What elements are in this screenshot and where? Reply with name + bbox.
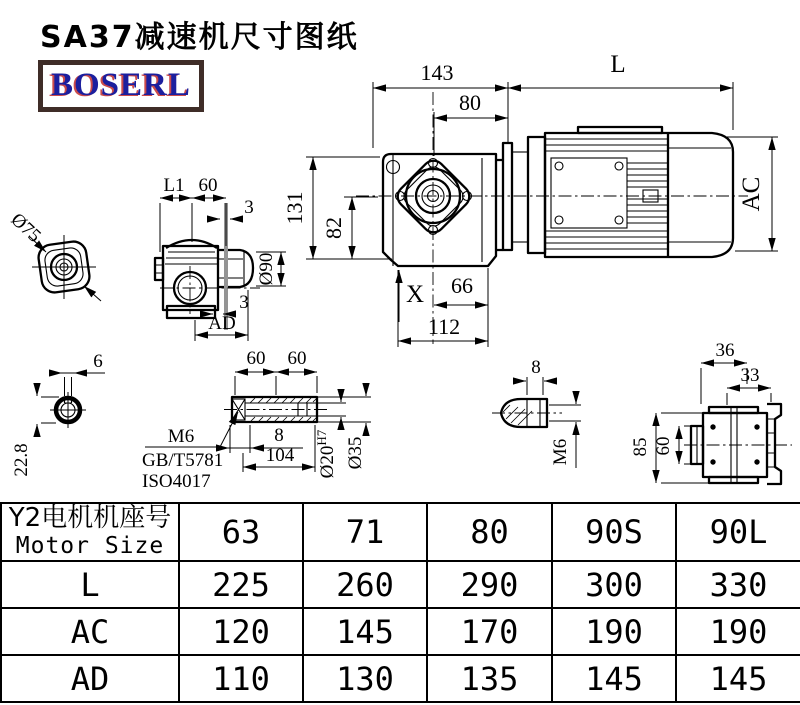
motor-size-label-cn: Y2电机机座号: [8, 503, 172, 534]
table-cell: 300: [552, 561, 676, 608]
table-row-AD: [1, 655, 800, 702]
side-view: [155, 175, 286, 341]
dim-label-ac: AC: [738, 176, 765, 212]
dim-label-66: 66: [451, 273, 473, 298]
motor-size-label-en: Motor Size: [15, 532, 165, 559]
table-cell: 260: [303, 561, 427, 608]
dim-label-3-bottom: 3: [239, 292, 249, 313]
dim-label-60a: 60: [246, 348, 266, 369]
main-view: [282, 51, 778, 347]
shaft-plug-view: [492, 357, 581, 468]
dim-label-l1: L1: [163, 175, 185, 196]
table-cell: 120: [179, 608, 303, 655]
table-cell: 135: [427, 655, 552, 702]
table-cell: 190: [552, 608, 676, 655]
table-cell: 330: [676, 561, 800, 608]
dim-label-diameter35: Ø35: [345, 436, 366, 470]
table-cell: 145: [676, 655, 800, 702]
row-label-L: L: [1, 561, 179, 608]
table-cell: 130: [303, 655, 427, 702]
dim-label-112: 112: [427, 314, 461, 339]
dim-label-plug-8: 8: [531, 357, 541, 378]
row-label-AD: AD: [1, 655, 179, 702]
dim-label-x: X: [405, 281, 425, 308]
flange-view: [7, 209, 101, 301]
dim-label-L: L: [610, 51, 626, 78]
dim-label-33: 33: [740, 365, 760, 386]
note-iso4017: ISO4017: [142, 471, 211, 492]
dim-label-104: 104: [265, 445, 295, 466]
table-cell-size-63: 63: [179, 503, 303, 561]
dim-label-diameter90: Ø90: [256, 252, 277, 286]
table-cell-size-71: 71: [303, 503, 427, 561]
row-label-AC: AC: [1, 608, 179, 655]
table-cell-size-80: 80: [427, 503, 552, 561]
table-cell: 170: [427, 608, 552, 655]
table-cell: 290: [427, 561, 552, 608]
dimension-table: [0, 502, 800, 703]
table-cell: 145: [552, 655, 676, 702]
table-header-row: [1, 503, 800, 561]
table-row-AC: [1, 608, 800, 655]
dim-label-85: 85: [630, 437, 651, 457]
dim-label-82: 82: [321, 217, 346, 239]
dim-label-diameter75: Ø75: [6, 209, 45, 247]
hollow-shaft-view: [142, 348, 371, 492]
note-m6: M6: [167, 426, 195, 447]
logo-text: BOSERL: [51, 67, 191, 103]
dim-label-8: 8: [274, 425, 284, 446]
dim-label-6: 6: [93, 351, 103, 372]
dim-label-m6: M6: [550, 438, 571, 466]
motor-size-header-cell: [1, 503, 179, 561]
dim-label-60: 60: [198, 175, 218, 196]
key-section-view: [11, 351, 105, 477]
dim-label-22-8: 22.8: [11, 443, 32, 477]
page-title: SA37减速机尺寸图纸: [40, 20, 359, 55]
table-cell-size-90l: 90L: [676, 503, 800, 561]
table-cell: 145: [303, 608, 427, 655]
table-cell: 110: [179, 655, 303, 702]
dim-label-131: 131: [282, 191, 307, 225]
table-row-L: [1, 561, 800, 608]
dim-label-143: 143: [420, 60, 454, 85]
dim-label-60b: 60: [287, 348, 307, 369]
dim-label-80: 80: [459, 90, 481, 115]
dim-label-ad: AD: [208, 313, 236, 334]
table-cell: 190: [676, 608, 800, 655]
dim-label-36: 36: [715, 340, 735, 361]
table-cell: 225: [179, 561, 303, 608]
dim-label-diameter20h7: $Ø20^{H7}$: [314, 429, 338, 479]
table-cell-size-90s: 90S: [552, 503, 676, 561]
dim-label-rear-60: 60: [653, 436, 674, 456]
rear-view: [630, 340, 792, 484]
dim-label-3-top: 3: [244, 197, 254, 218]
note-gbt5781: GB/T5781: [142, 450, 224, 471]
